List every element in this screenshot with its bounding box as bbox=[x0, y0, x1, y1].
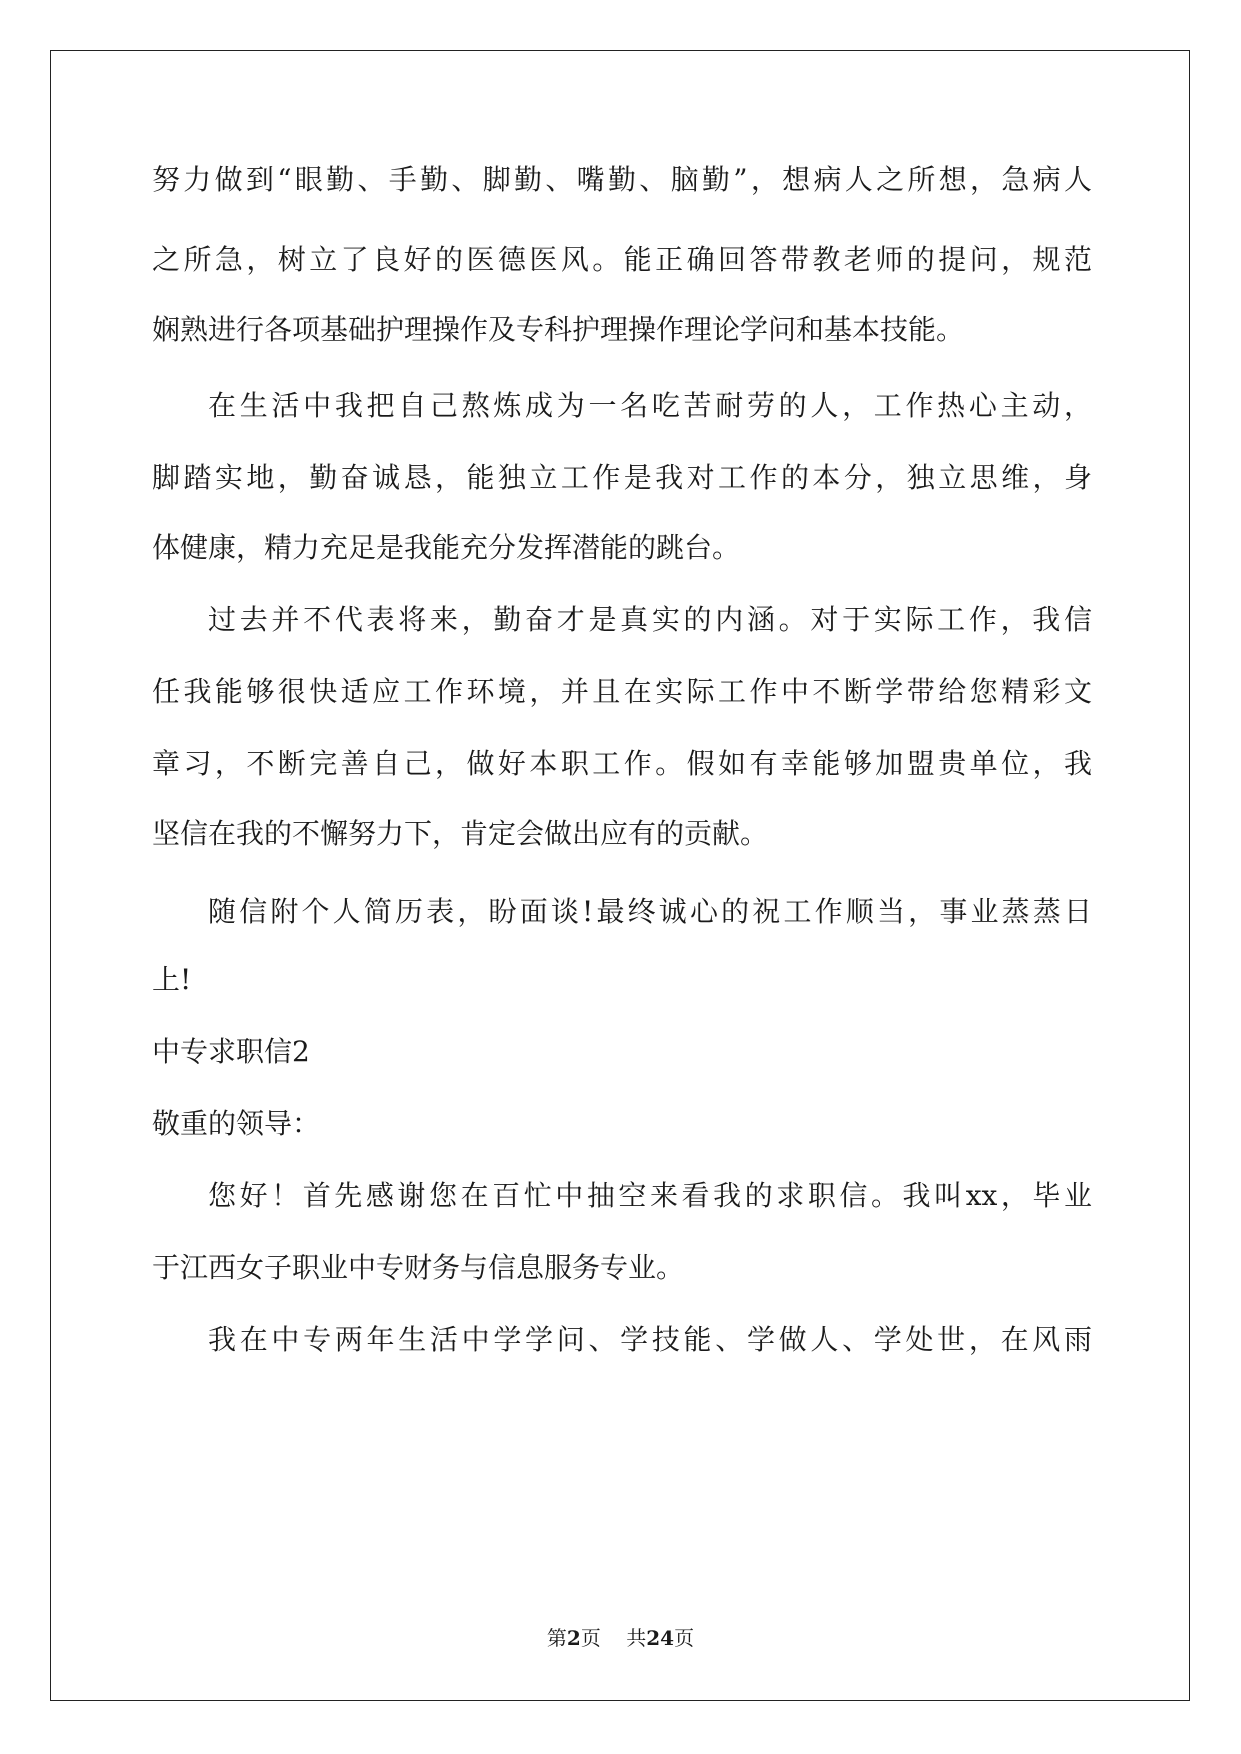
text-line: 您好！首先感谢您在百忙中抽空来看我的求职信。我叫xx，毕业 bbox=[208, 1179, 1092, 1212]
text-line: 任我能够很快适应工作环境，并且在实际工作中不断学带给您精彩文 bbox=[152, 675, 1092, 708]
page-footer bbox=[0, 1626, 1241, 1650]
text-line: 娴熟进行各项基础护理操作及专科护理操作理论学问和基本技能。 bbox=[152, 313, 965, 346]
total-page-count: 24 bbox=[646, 1626, 675, 1650]
text-line: 章习，不断完善自己，做好本职工作。假如有幸能够加盟贵单位，我 bbox=[152, 747, 1092, 780]
text-line: 坚信在我的不懈努力下，肯定会做出应有的贡献。 bbox=[152, 817, 769, 850]
footer-mid: 页 共 bbox=[580, 1626, 647, 1650]
text-line: 体健康，精力充足是我能充分发挥潜能的跳台。 bbox=[152, 531, 741, 564]
current-page-number: 2 bbox=[566, 1626, 581, 1650]
text-line: 努力做到“眼勤、手勤、脚勤、嘴勤、脑勤”，想病人之所想，急病人 bbox=[152, 163, 1092, 196]
page-border bbox=[50, 50, 1190, 1701]
text-line: 脚踏实地，勤奋诚恳，能独立工作是我对工作的本分，独立思维，身 bbox=[152, 461, 1092, 494]
text-line: 过去并不代表将来，勤奋才是真实的内涵。对于实际工作，我信 bbox=[208, 603, 1092, 636]
footer-prefix: 第 bbox=[546, 1626, 567, 1650]
text-line: 之所急，树立了良好的医德医风。能正确回答带教老师的提问，规范 bbox=[152, 243, 1092, 276]
section-title: 中专求职信2 bbox=[152, 1035, 310, 1068]
text-line: 于江西女子职业中专财务与信息服务专业。 bbox=[152, 1251, 685, 1284]
text-line: 随信附个人简历表，盼面谈!最终诚心的祝工作顺当，事业蒸蒸日 bbox=[208, 895, 1092, 928]
footer-suffix: 页 bbox=[674, 1626, 695, 1650]
text-line: 我在中专两年生活中学学问、学技能、学做人、学处世，在风雨 bbox=[208, 1323, 1092, 1356]
salutation: 敬重的领导： bbox=[152, 1107, 321, 1140]
text-line: 上! bbox=[152, 963, 192, 996]
text-line: 在生活中我把自己熬炼成为一名吃苦耐劳的人，工作热心主动， bbox=[208, 389, 1092, 422]
